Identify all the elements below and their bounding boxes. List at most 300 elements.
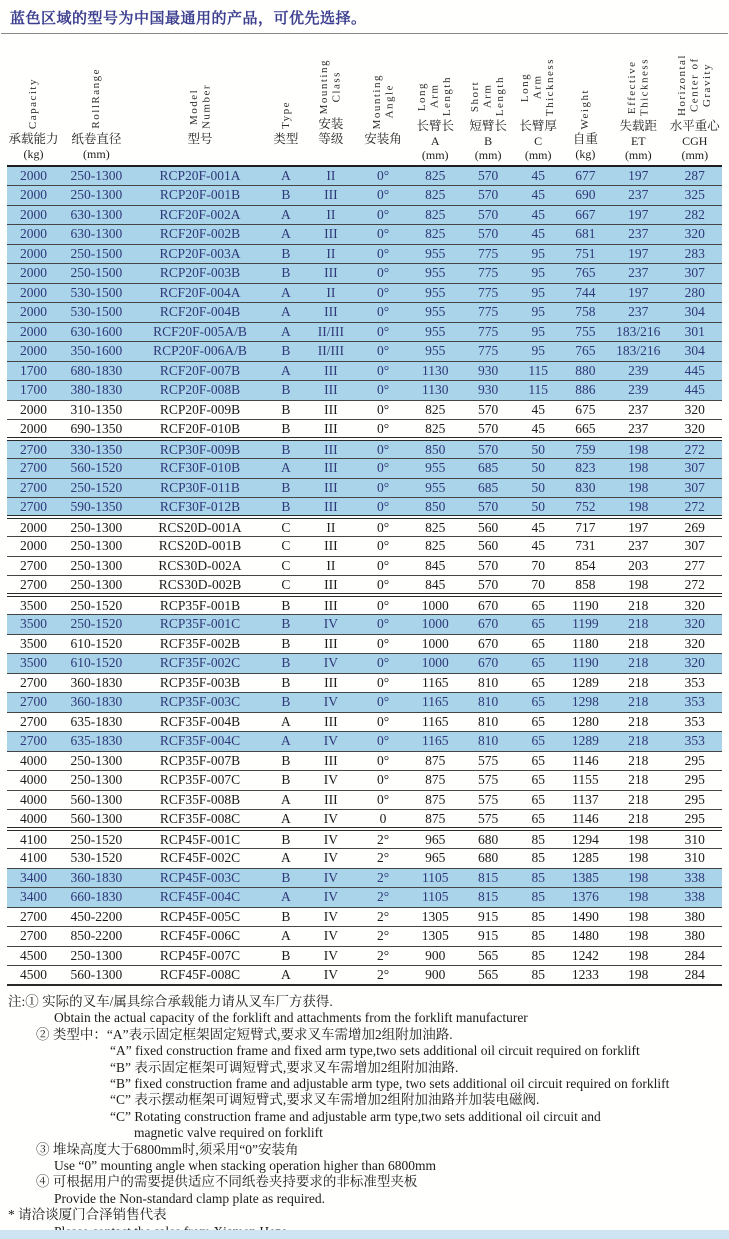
cell-type: A	[267, 225, 304, 245]
column-header-en: Horizontal Center of Gravity	[676, 53, 714, 116]
cell-type: A	[267, 966, 304, 986]
cell-effective_thickness: 198	[609, 829, 668, 849]
cell-short_arm_length: 560	[462, 537, 515, 557]
table-row	[7, 322, 722, 342]
cell-mounting_class: IV	[304, 654, 357, 674]
cell-weight: 751	[562, 244, 609, 264]
cell-long_arm_length: 955	[409, 322, 462, 342]
footnote-line: ② 类型中：“A”表示固定框架固定短臂式,要求叉车需增加2组附加油路.	[36, 1026, 453, 1042]
cell-mounting_class: III	[304, 478, 357, 498]
cell-long_arm_thickness: 65	[515, 595, 562, 615]
table-row	[7, 225, 722, 245]
spec-table-body	[7, 166, 722, 985]
cell-short_arm_length: 775	[462, 264, 515, 284]
cell-roll_range: 630-1300	[60, 225, 133, 245]
cell-weight: 765	[562, 342, 609, 362]
cell-long_arm_thickness: 85	[515, 829, 562, 849]
cell-horizontal_cg: 272	[668, 439, 722, 459]
cell-weight: 854	[562, 556, 609, 576]
cell-roll_range: 360-1830	[60, 868, 133, 888]
cell-capacity: 2000	[7, 342, 60, 362]
cell-mounting_class: III	[304, 576, 357, 596]
table-row	[7, 166, 722, 186]
cell-mounting_angle: 2°	[357, 966, 408, 986]
cell-long_arm_thickness: 45	[515, 166, 562, 186]
cell-roll_range: 250-1300	[60, 576, 133, 596]
cell-capacity: 1700	[7, 361, 60, 381]
cell-mounting_angle: 0°	[357, 459, 408, 479]
cell-type: B	[267, 673, 304, 693]
cell-short_arm_length: 815	[462, 868, 515, 888]
cell-type: A	[267, 849, 304, 869]
cell-mounting_class: IV	[304, 615, 357, 635]
cell-horizontal_cg: 295	[668, 810, 722, 830]
cell-capacity: 4500	[7, 946, 60, 966]
column-header-en: Effective Thickness	[625, 57, 651, 116]
cell-model_number: RCS30D-002A	[133, 556, 267, 576]
cell-horizontal_cg: 282	[668, 205, 722, 225]
cell-short_arm_length: 685	[462, 478, 515, 498]
column-header-unit	[267, 147, 304, 162]
cell-long_arm_length: 965	[409, 849, 462, 869]
cell-capacity: 4000	[7, 771, 60, 791]
column-header-en: Mounting Angle	[370, 73, 396, 129]
cell-roll_range: 250-1520	[60, 829, 133, 849]
cell-mounting_class: III	[304, 498, 357, 518]
cell-long_arm_length: 1305	[409, 907, 462, 927]
footnote-line: “B” fixed construction frame and adjustable arm type, two sets additional oil circuit required on forklift	[110, 1076, 670, 1092]
cell-model_number: RCP35F-001B	[133, 595, 267, 615]
column-header-zh: 长臂厚	[519, 119, 557, 133]
cell-short_arm_length: 570	[462, 420, 515, 440]
cell-horizontal_cg: 353	[668, 712, 722, 732]
cell-mounting_class: III	[304, 673, 357, 693]
cell-model_number: RCP35F-007C	[133, 771, 267, 791]
cell-long_arm_length: 825	[409, 537, 462, 557]
cell-weight: 1146	[562, 810, 609, 830]
cell-mounting_angle: 0°	[357, 264, 408, 284]
cell-long_arm_thickness: 95	[515, 283, 562, 303]
cell-weight: 1280	[562, 712, 609, 732]
cell-long_arm_thickness: 45	[515, 186, 562, 206]
cell-mounting_angle: 0°	[357, 517, 408, 537]
cell-model_number: RCP20F-009B	[133, 400, 267, 420]
cell-effective_thickness: 218	[609, 751, 668, 771]
cell-mounting_angle: 0°	[357, 790, 408, 810]
cell-effective_thickness: 203	[609, 556, 668, 576]
column-header-long_arm_thickness	[515, 34, 562, 166]
cell-type: C	[267, 556, 304, 576]
cell-mounting_angle: 0°	[357, 225, 408, 245]
cell-effective_thickness: 197	[609, 205, 668, 225]
cell-short_arm_length: 775	[462, 342, 515, 362]
column-header-type	[267, 34, 304, 166]
cell-horizontal_cg: 272	[668, 576, 722, 596]
cell-model_number: RCP35F-007B	[133, 751, 267, 771]
cell-short_arm_length: 575	[462, 790, 515, 810]
column-header-unit: (kg)	[23, 147, 44, 161]
cell-mounting_angle: 0°	[357, 576, 408, 596]
footnote-line: “C” Rotating construction frame and adjustable arm type,two sets additional oil circuit and	[110, 1108, 601, 1124]
cell-mounting_angle: 2°	[357, 907, 408, 927]
cell-mounting_angle: 0°	[357, 498, 408, 518]
cell-mounting_class: II	[304, 283, 357, 303]
table-row	[7, 634, 722, 654]
table-row	[7, 712, 722, 732]
cell-type: A	[267, 303, 304, 323]
cell-mounting_class: IV	[304, 927, 357, 947]
cell-long_arm_length: 1130	[409, 381, 462, 401]
cell-short_arm_length: 575	[462, 810, 515, 830]
cell-mounting_class: III	[304, 400, 357, 420]
cell-roll_range: 250-1520	[60, 615, 133, 635]
cell-roll_range: 250-1300	[60, 166, 133, 186]
cell-horizontal_cg: 320	[668, 225, 722, 245]
cell-horizontal_cg: 445	[668, 381, 722, 401]
column-header-short_arm_length	[462, 34, 515, 166]
cell-model_number: RCP20F-003B	[133, 264, 267, 284]
cell-type: B	[267, 595, 304, 615]
cell-effective_thickness: 183/216	[609, 322, 668, 342]
cell-roll_range: 250-1300	[60, 946, 133, 966]
cell-roll_range: 250-1520	[60, 478, 133, 498]
cell-type: A	[267, 927, 304, 947]
cell-long_arm_thickness: 85	[515, 868, 562, 888]
cell-effective_thickness: 237	[609, 264, 668, 284]
cell-long_arm_length: 1105	[409, 868, 462, 888]
cell-type: B	[267, 946, 304, 966]
cell-long_arm_thickness: 70	[515, 556, 562, 576]
cell-mounting_angle: 0°	[357, 537, 408, 557]
cell-mounting_class: II/III	[304, 342, 357, 362]
table-row	[7, 517, 722, 537]
cell-mounting_angle: 0	[357, 810, 408, 830]
cell-short_arm_length: 930	[462, 381, 515, 401]
table-row	[7, 946, 722, 966]
cell-weight: 1285	[562, 849, 609, 869]
cell-capacity: 2000	[7, 517, 60, 537]
column-header-capacity	[7, 34, 60, 166]
column-header-unit	[133, 147, 267, 162]
cell-long_arm_thickness: 45	[515, 205, 562, 225]
cell-mounting_class: III	[304, 751, 357, 771]
footnote-line: Obtain the actual capacity of the forklift and attachments from the forklift manufacturer	[54, 1010, 528, 1026]
footnote-line: “B” 表示固定框架可调短臂式,要求叉车需增加2组附加油路.	[110, 1059, 459, 1075]
cell-mounting_class: IV	[304, 810, 357, 830]
cell-roll_range: 660-1830	[60, 888, 133, 908]
table-row	[7, 615, 722, 635]
cell-type: A	[267, 166, 304, 186]
column-header-zh: 型号	[187, 132, 213, 146]
cell-type: A	[267, 888, 304, 908]
cell-mounting_angle: 0°	[357, 381, 408, 401]
cell-type: B	[267, 634, 304, 654]
cell-roll_range: 560-1520	[60, 459, 133, 479]
cell-type: A	[267, 790, 304, 810]
cell-model_number: RCF35F-002C	[133, 654, 267, 674]
column-header-en: Weight	[579, 88, 592, 129]
cell-model_number: RCF35F-004C	[133, 732, 267, 752]
cell-capacity: 2000	[7, 400, 60, 420]
cell-short_arm_length: 570	[462, 498, 515, 518]
column-header-unit: ET (mm)	[624, 134, 652, 162]
column-header-unit: B (mm)	[474, 134, 502, 162]
cell-horizontal_cg: 320	[668, 420, 722, 440]
table-row	[7, 849, 722, 869]
cell-short_arm_length: 685	[462, 459, 515, 479]
cell-effective_thickness: 198	[609, 459, 668, 479]
cell-mounting_class: IV	[304, 771, 357, 791]
cell-type: B	[267, 381, 304, 401]
cell-mounting_angle: 0°	[357, 400, 408, 420]
cell-type: B	[267, 654, 304, 674]
cell-short_arm_length: 570	[462, 439, 515, 459]
cell-mounting_angle: 2°	[357, 849, 408, 869]
cell-horizontal_cg: 307	[668, 459, 722, 479]
cell-long_arm_thickness: 95	[515, 264, 562, 284]
cell-long_arm_thickness: 85	[515, 849, 562, 869]
table-row	[7, 868, 722, 888]
cell-capacity: 4000	[7, 790, 60, 810]
cell-long_arm_thickness: 115	[515, 381, 562, 401]
cell-capacity: 2000	[7, 205, 60, 225]
cell-effective_thickness: 198	[609, 946, 668, 966]
cell-model_number: RCF20F-002B	[133, 225, 267, 245]
cell-long_arm_length: 850	[409, 498, 462, 518]
cell-type: A	[267, 205, 304, 225]
cell-long_arm_thickness: 85	[515, 927, 562, 947]
cell-horizontal_cg: 269	[668, 517, 722, 537]
cell-roll_range: 380-1830	[60, 381, 133, 401]
column-header-en: Type	[279, 101, 292, 129]
footnotes	[0, 986, 729, 1239]
cell-long_arm_thickness: 95	[515, 244, 562, 264]
cell-type: B	[267, 868, 304, 888]
cell-mounting_class: IV	[304, 966, 357, 986]
cell-long_arm_thickness: 45	[515, 225, 562, 245]
column-header-zh: 安装角	[364, 132, 402, 146]
cell-weight: 1298	[562, 693, 609, 713]
cell-mounting_angle: 0°	[357, 342, 408, 362]
cell-capacity: 2000	[7, 264, 60, 284]
cell-horizontal_cg: 353	[668, 693, 722, 713]
cell-capacity: 4500	[7, 966, 60, 986]
column-header-zh: 水平重心	[669, 119, 720, 133]
cell-long_arm_length: 845	[409, 556, 462, 576]
cell-mounting_angle: 2°	[357, 927, 408, 947]
column-header-en: Short Arm Length	[469, 75, 507, 116]
cell-type: A	[267, 459, 304, 479]
cell-mounting_angle: 2°	[357, 868, 408, 888]
cell-horizontal_cg: 325	[668, 186, 722, 206]
table-row	[7, 888, 722, 908]
cell-roll_range: 450-2200	[60, 907, 133, 927]
cell-effective_thickness: 218	[609, 615, 668, 635]
cell-long_arm_thickness: 95	[515, 303, 562, 323]
table-row	[7, 459, 722, 479]
cell-type: B	[267, 342, 304, 362]
cell-short_arm_length: 810	[462, 732, 515, 752]
cell-capacity: 2700	[7, 712, 60, 732]
cell-short_arm_length: 570	[462, 400, 515, 420]
cell-mounting_class: III	[304, 595, 357, 615]
column-header-zh: 自重	[572, 132, 598, 146]
cell-long_arm_thickness: 65	[515, 732, 562, 752]
cell-mounting_class: III	[304, 439, 357, 459]
cell-mounting_class: IV	[304, 693, 357, 713]
cell-horizontal_cg: 380	[668, 927, 722, 947]
cell-horizontal_cg: 353	[668, 673, 722, 693]
cell-short_arm_length: 570	[462, 166, 515, 186]
cell-mounting_class: IV	[304, 849, 357, 869]
cell-roll_range: 610-1520	[60, 654, 133, 674]
cell-effective_thickness: 197	[609, 283, 668, 303]
cell-horizontal_cg: 310	[668, 849, 722, 869]
cell-capacity: 2700	[7, 498, 60, 518]
cell-effective_thickness: 239	[609, 381, 668, 401]
cell-short_arm_length: 570	[462, 576, 515, 596]
cell-capacity: 2700	[7, 693, 60, 713]
footnote-line: “C” 表示摆动框架可调短臂式,要求叉车需增加2组附加油路并加装电磁阀.	[110, 1092, 540, 1108]
cell-mounting_class: II/III	[304, 322, 357, 342]
cell-model_number: RCP20F-001B	[133, 186, 267, 206]
cell-capacity: 2700	[7, 732, 60, 752]
cell-capacity: 2000	[7, 420, 60, 440]
cell-horizontal_cg: 320	[668, 654, 722, 674]
cell-effective_thickness: 237	[609, 420, 668, 440]
cell-short_arm_length: 680	[462, 829, 515, 849]
cell-effective_thickness: 197	[609, 166, 668, 186]
table-row	[7, 478, 722, 498]
cell-long_arm_thickness: 45	[515, 517, 562, 537]
cell-long_arm_length: 1165	[409, 693, 462, 713]
cell-capacity: 2000	[7, 537, 60, 557]
cell-weight: 1242	[562, 946, 609, 966]
cell-long_arm_length: 1000	[409, 654, 462, 674]
cell-long_arm_thickness: 65	[515, 615, 562, 635]
cell-horizontal_cg: 338	[668, 868, 722, 888]
cell-model_number: RCF45F-004C	[133, 888, 267, 908]
cell-long_arm_thickness: 85	[515, 888, 562, 908]
cell-weight: 675	[562, 400, 609, 420]
cell-short_arm_length: 575	[462, 751, 515, 771]
table-row	[7, 654, 722, 674]
cell-long_arm_length: 1000	[409, 634, 462, 654]
cell-horizontal_cg: 284	[668, 966, 722, 986]
cell-mounting_class: II	[304, 166, 357, 186]
cell-mounting_class: IV	[304, 732, 357, 752]
cell-roll_range: 250-1520	[60, 595, 133, 615]
cell-roll_range: 850-2200	[60, 927, 133, 947]
cell-long_arm_length: 1130	[409, 361, 462, 381]
table-row	[7, 927, 722, 947]
cell-capacity: 2700	[7, 576, 60, 596]
cell-effective_thickness: 198	[609, 498, 668, 518]
cell-effective_thickness: 183/216	[609, 342, 668, 362]
cell-long_arm_length: 825	[409, 400, 462, 420]
table-row	[7, 537, 722, 557]
table-row	[7, 342, 722, 362]
cell-horizontal_cg: 272	[668, 498, 722, 518]
cell-type: B	[267, 693, 304, 713]
cell-mounting_angle: 2°	[357, 946, 408, 966]
cell-long_arm_length: 1000	[409, 595, 462, 615]
cell-long_arm_length: 825	[409, 166, 462, 186]
cell-capacity: 2700	[7, 927, 60, 947]
cell-short_arm_length: 560	[462, 517, 515, 537]
cell-roll_range: 250-1300	[60, 771, 133, 791]
cell-model_number: RCF20F-004A	[133, 283, 267, 303]
cell-model_number: RCP20F-008B	[133, 381, 267, 401]
column-header-zh: 纸卷直径	[71, 132, 122, 146]
cell-type: A	[267, 283, 304, 303]
cell-horizontal_cg: 353	[668, 732, 722, 752]
cell-long_arm_length: 955	[409, 264, 462, 284]
cell-horizontal_cg: 295	[668, 751, 722, 771]
cell-horizontal_cg: 284	[668, 946, 722, 966]
table-row	[7, 966, 722, 986]
cell-long_arm_length: 1305	[409, 927, 462, 947]
cell-type: C	[267, 576, 304, 596]
cell-short_arm_length: 570	[462, 186, 515, 206]
cell-capacity: 2000	[7, 186, 60, 206]
cell-mounting_class: II	[304, 205, 357, 225]
cell-capacity: 3500	[7, 595, 60, 615]
footnote-line: ④ 可根据用户的需要提供适应不同纸卷夹持要求的非标准型夹板	[36, 1174, 418, 1190]
cell-weight: 886	[562, 381, 609, 401]
cell-effective_thickness: 237	[609, 186, 668, 206]
cell-horizontal_cg: 307	[668, 264, 722, 284]
cell-roll_range: 350-1600	[60, 342, 133, 362]
cell-short_arm_length: 565	[462, 946, 515, 966]
column-header-zh: 安装 等级	[318, 117, 344, 146]
cell-weight: 758	[562, 303, 609, 323]
cell-short_arm_length: 930	[462, 361, 515, 381]
cell-mounting_angle: 0°	[357, 439, 408, 459]
cell-effective_thickness: 218	[609, 712, 668, 732]
cell-model_number: RCF30F-012B	[133, 498, 267, 518]
cell-long_arm_thickness: 50	[515, 478, 562, 498]
cell-type: B	[267, 244, 304, 264]
cell-long_arm_thickness: 65	[515, 673, 562, 693]
cell-capacity: 2000	[7, 322, 60, 342]
cell-long_arm_thickness: 65	[515, 790, 562, 810]
column-header-zh: 长臂长	[416, 119, 454, 133]
cell-mounting_angle: 0°	[357, 615, 408, 635]
cell-mounting_class: III	[304, 264, 357, 284]
footnote-line: Use “0” mounting angle when stacking operation higher than 6800mm	[54, 1158, 437, 1174]
cell-model_number: RCP30F-009B	[133, 439, 267, 459]
cell-long_arm_thickness: 65	[515, 771, 562, 791]
cell-type: B	[267, 264, 304, 284]
cell-roll_range: 635-1830	[60, 712, 133, 732]
page-edge-strip	[0, 1230, 729, 1239]
cell-model_number: RCF20F-007B	[133, 361, 267, 381]
cell-long_arm_length: 825	[409, 517, 462, 537]
cell-weight: 830	[562, 478, 609, 498]
column-header-weight	[562, 34, 609, 166]
cell-type: A	[267, 361, 304, 381]
cell-long_arm_thickness: 50	[515, 439, 562, 459]
cell-weight: 1137	[562, 790, 609, 810]
table-row	[7, 595, 722, 615]
cell-roll_range: 560-1300	[60, 966, 133, 986]
footnote-line: 注:① 实际的叉车/属具综合承载能力请从叉车厂方获得.	[8, 994, 333, 1009]
cell-model_number: RCF45F-002C	[133, 849, 267, 869]
cell-type: B	[267, 420, 304, 440]
cell-weight: 755	[562, 322, 609, 342]
cell-long_arm_length: 875	[409, 810, 462, 830]
